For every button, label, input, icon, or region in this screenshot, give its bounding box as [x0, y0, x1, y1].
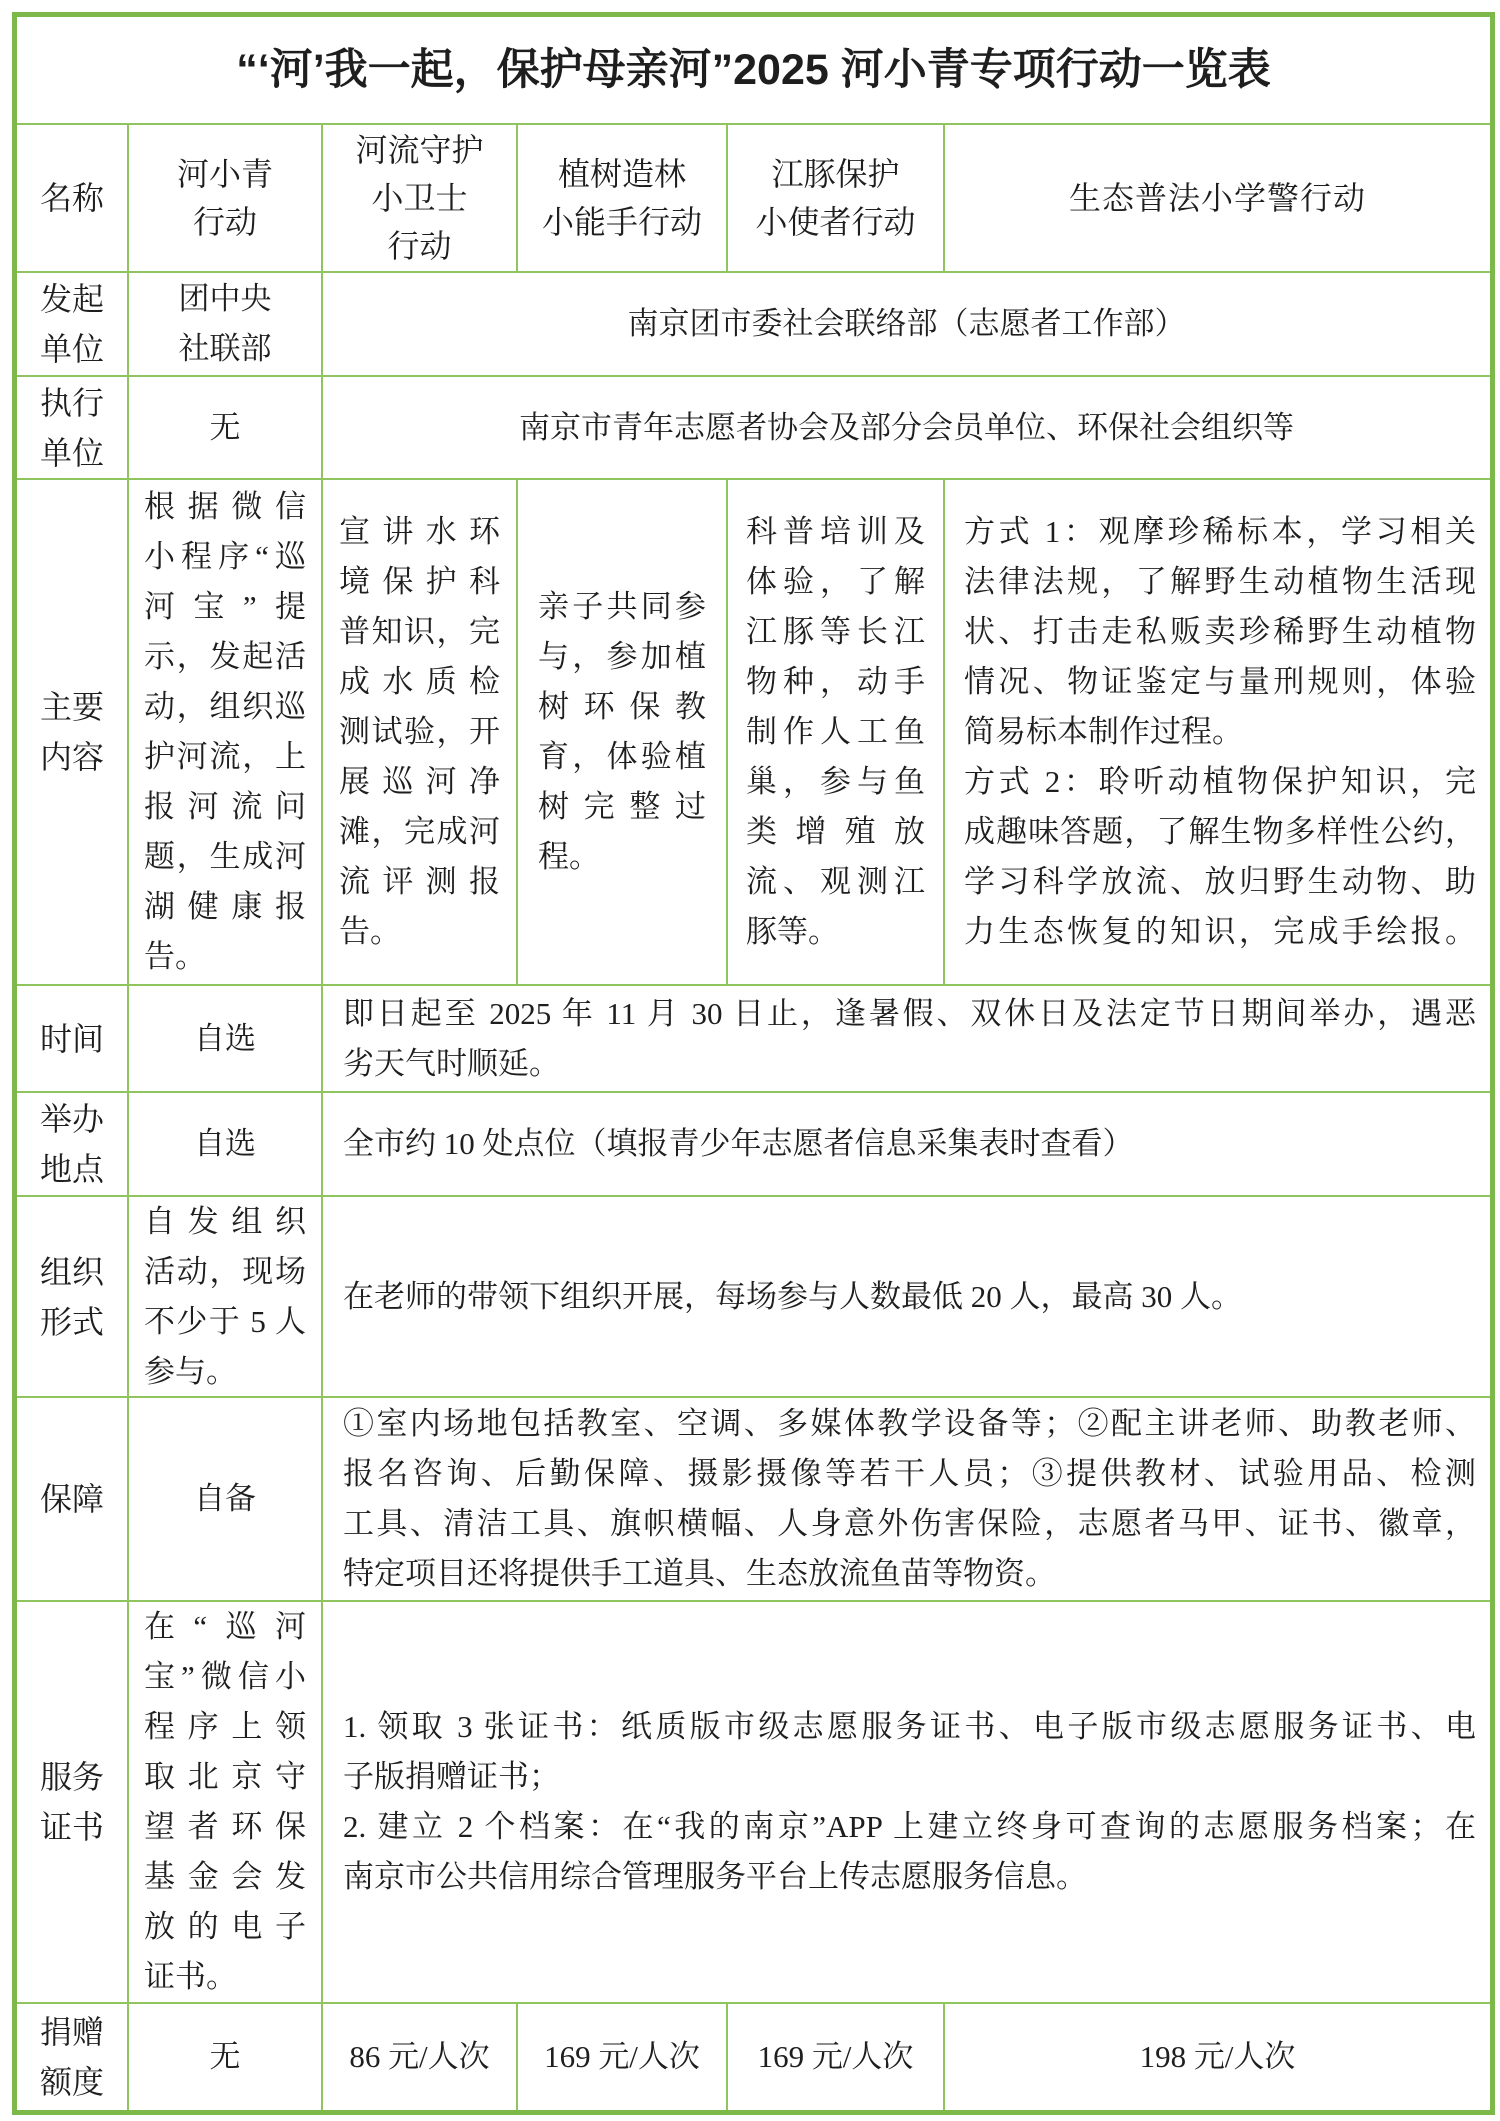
- support-river-youth: 自备: [129, 1398, 323, 1602]
- text-paragraph: [339, 507, 500, 957]
- text-line: 社联部: [178, 331, 272, 366]
- header-tree-planting-text: [542, 150, 702, 246]
- text-line: 题，生成河: [144, 839, 306, 874]
- initiator-label: [17, 273, 129, 377]
- text-line: 单位: [39, 331, 104, 367]
- text-line: 河流守护: [355, 132, 484, 168]
- text-line: 流评测报: [339, 864, 500, 899]
- text-line: 单位: [39, 434, 104, 471]
- time-river-youth: 自选: [129, 986, 323, 1093]
- initiator-label-text: [40, 274, 104, 374]
- text-paragraph: [542, 150, 702, 246]
- format-river-youth: [129, 1197, 323, 1398]
- text-line: 植树造林: [557, 156, 686, 192]
- content-river-guard: [323, 480, 518, 986]
- text-line: 子版捐赠证书；: [343, 1759, 560, 1794]
- executor-river-youth: 无: [129, 377, 323, 480]
- text-line: 护河流，上: [144, 739, 306, 774]
- text-line: 成水质检: [339, 664, 500, 699]
- header-river-youth-text: [177, 150, 273, 246]
- text-line: 服务: [39, 1759, 104, 1795]
- content-eco-law: [945, 480, 1490, 986]
- initiator-river-youth-text: [179, 274, 272, 374]
- text-line: 告。: [339, 914, 401, 949]
- certificate-river-youth: [129, 1602, 323, 2004]
- text-line: 参与。: [144, 1353, 237, 1389]
- text-line: 特定项目还将提供手工道具、生态放流鱼苗等物资。: [343, 1556, 1056, 1591]
- donation-porpoise: 169 元/人次: [728, 2004, 945, 2110]
- text-line: 小卫士: [371, 180, 468, 216]
- header-porpoise-text: [755, 150, 915, 246]
- text-line: 小使者行动: [755, 204, 916, 240]
- text-line: 树完整过: [538, 789, 706, 824]
- text-line: 额度: [39, 2064, 104, 2100]
- text-line: 法律法规，了解野生动植物生活现: [964, 564, 1476, 599]
- text-line: 小程序“巡: [144, 539, 306, 574]
- text-line: 方式 1：观摩珍稀标本，学习相关: [964, 514, 1476, 549]
- text-line: 科普培训及: [746, 514, 925, 549]
- text-paragraph: [538, 582, 706, 882]
- text-line: 举办: [39, 1101, 104, 1137]
- header-tree-planting-action: [518, 125, 728, 273]
- text-paragraph: [755, 150, 915, 246]
- text-line: 简易标本制作过程。: [964, 714, 1243, 749]
- text-paragraph: [40, 682, 104, 782]
- venue-river-youth: 自选: [129, 1093, 323, 1197]
- text-line: 流、观测江: [746, 864, 925, 899]
- text-line: 程序上领: [144, 1709, 306, 1744]
- support-others-text: [343, 1399, 1476, 1599]
- text-line: 江豚等长江: [746, 614, 925, 649]
- donation-tree-planting: 169 元/人次: [518, 2004, 728, 2110]
- text-line: 即日起至 2025 年 11 月 30 日止，逢暑假、双休日及法定节日期间举办，遇恶: [343, 995, 1476, 1031]
- text-line: 放的电子: [144, 1909, 306, 1944]
- text-paragraph: [144, 482, 306, 982]
- text-line: 取北京守: [144, 1759, 306, 1794]
- text-line: 活动，现场: [144, 1253, 306, 1289]
- content-porpoise: [728, 480, 945, 986]
- text-line: 豚等。: [746, 914, 839, 949]
- text-line: 树环保教: [538, 689, 706, 724]
- format-river-youth-text: [144, 1197, 306, 1397]
- header-river-guard-text: [355, 126, 483, 270]
- text-line: 团中央: [178, 281, 272, 316]
- donation-river-youth: 无: [129, 2004, 323, 2110]
- text-paragraph: [40, 1247, 104, 1347]
- table-title: “‘河’我一起，保护母亲河”2025 河小青专项行动一览表: [17, 17, 1490, 125]
- text-line: 执行: [39, 384, 104, 421]
- header-eco-law-action: 生态普法小学警行动: [945, 125, 1490, 273]
- text-line: 小能手行动: [541, 204, 702, 240]
- header-porpoise-action: [728, 125, 945, 273]
- text-line: 报名咨询、后勤保障、摄影摄像等若干人员；③提供教材、试验用品、检测: [343, 1456, 1476, 1491]
- text-line: 力生态恢复的知识，完成手绘报。: [964, 914, 1476, 949]
- text-line: 望者环保: [144, 1809, 306, 1844]
- text-line: 类增殖放: [746, 814, 925, 849]
- time-others: [323, 986, 1490, 1093]
- text-line: 示，发起活: [144, 639, 306, 674]
- text-line: 劣天气时顺延。: [343, 1045, 560, 1081]
- content-porpoise-text: [746, 507, 925, 957]
- venue-label-text: [40, 1094, 104, 1194]
- header-river-youth-action: [129, 125, 323, 273]
- text-line: 自发组织: [144, 1203, 306, 1239]
- text-paragraph: [40, 1094, 104, 1194]
- time-others-text: [343, 989, 1476, 1089]
- content-label-text: [40, 682, 104, 782]
- action-overview-table: [12, 12, 1495, 2115]
- text-line: 内容: [39, 739, 104, 775]
- certificate-river-youth-text: [144, 1602, 306, 2002]
- text-line: 根据微信: [144, 489, 306, 524]
- text-line: 方式 2：聆听动植物保护知识，完: [964, 764, 1476, 799]
- executor-others: 南京市青年志愿者协会及部分会员单位、环保社会组织等: [323, 377, 1490, 480]
- text-line: 捐赠: [39, 2014, 104, 2050]
- certificate-label: [17, 1602, 129, 2004]
- text-paragraph: [144, 1602, 306, 2002]
- support-label: 保障: [17, 1398, 129, 1602]
- header-name-label: 名称: [17, 125, 129, 273]
- venue-label: [17, 1093, 129, 1197]
- text-line: 普知识，完: [339, 614, 500, 649]
- donation-eco-law: 198 元/人次: [1139, 2039, 1296, 2074]
- text-line: 巢，参与鱼: [746, 764, 925, 799]
- time-label: 时间: [17, 986, 129, 1093]
- text-line: 亲子共同参: [538, 589, 706, 624]
- text-paragraph: [40, 2007, 104, 2107]
- content-tree-planting: [518, 480, 728, 986]
- text-paragraph: [964, 507, 1476, 757]
- text-line: 证书: [39, 1809, 104, 1845]
- text-line: 组织: [39, 1253, 104, 1290]
- donation-label-text: [40, 2007, 104, 2107]
- text-line: 体验，了解: [746, 564, 925, 599]
- certificate-label-text: [40, 1752, 104, 1852]
- initiator-river-youth: [129, 273, 323, 377]
- text-line: 不少于 5 人: [144, 1303, 306, 1339]
- text-line: 行动: [192, 204, 257, 240]
- text-line: 1. 领取 3 张证书：纸质版市级志愿服务证书、电子版市级志愿服务证书、电: [343, 1709, 1476, 1744]
- text-line: 在“巡河: [144, 1609, 306, 1644]
- content-river-guard-text: [339, 507, 500, 957]
- text-line: 程。: [538, 839, 600, 874]
- text-line: 境保护科: [339, 564, 500, 599]
- text-line: 宣讲水环: [339, 514, 500, 549]
- text-paragraph: [144, 1197, 306, 1397]
- text-line: 南京市公共信用综合管理服务平台上传志愿服务信息。: [343, 1859, 1087, 1894]
- initiator-others: 南京团市委社会联络部（志愿者工作部）: [323, 273, 1490, 377]
- text-line: 制作人工鱼: [746, 714, 925, 749]
- text-line: 2. 建立 2 个档案：在“我的南京”APP 上建立终身可查询的志愿服务档案；在: [343, 1809, 1476, 1844]
- content-river-youth-text: [144, 482, 306, 982]
- venue-others: 全市约 10 处点位（填报青少年志愿者信息采集表时查看）: [323, 1093, 1490, 1197]
- text-line: 湖健康报: [144, 889, 306, 924]
- text-line: 物种，动手: [746, 664, 925, 699]
- content-tree-planting-text: [538, 582, 706, 882]
- text-line: 成趣味答题，了解生物多样性公约，: [964, 814, 1476, 849]
- text-line: 行动: [387, 228, 452, 264]
- text-line: 宝”微信小: [144, 1659, 306, 1694]
- text-paragraph: [355, 126, 483, 270]
- text-line: 情况、物证鉴定与量刑规则，体验: [964, 664, 1476, 699]
- text-line: 基金会发: [144, 1859, 306, 1894]
- content-eco-law-text: [964, 507, 1476, 957]
- text-line: 发起: [39, 281, 104, 317]
- text-paragraph: [40, 1752, 104, 1852]
- text-line: 测试验，开: [339, 714, 500, 749]
- text-line: 工具、清洁工具、旗帜横幅、人身意外伤害保险，志愿者马甲、证书、徽章，: [343, 1506, 1476, 1541]
- content-river-youth: [129, 480, 323, 986]
- text-line: 状、打击走私贩卖珍稀野生动植物: [964, 614, 1476, 649]
- donation-label: [17, 2004, 129, 2110]
- format-label: [17, 1197, 129, 1398]
- text-paragraph: [40, 274, 104, 374]
- text-line: 报河流问: [144, 789, 306, 824]
- text-line: 河宝”提: [144, 589, 306, 624]
- text-line: 证书。: [144, 1959, 237, 1994]
- text-paragraph: [343, 1702, 1476, 1802]
- text-line: 与，参加植: [538, 639, 706, 674]
- text-line: ①室内场地包括教室、空调、多媒体教学设备等；②配主讲老师、助教老师、: [343, 1406, 1476, 1441]
- text-line: 滩，完成河: [339, 814, 500, 849]
- text-line: 学习科学放流、放归野生动物、助: [964, 864, 1476, 899]
- text-line: 展巡河净: [339, 764, 500, 799]
- text-line: 江豚保护: [771, 156, 900, 192]
- support-others: [323, 1398, 1490, 1602]
- text-paragraph: [343, 989, 1476, 1089]
- text-line: 形式: [39, 1303, 104, 1340]
- text-line: 动，组织巡: [144, 689, 306, 724]
- content-label: [17, 480, 129, 986]
- text-line: 地点: [39, 1151, 104, 1187]
- header-river-guard-action: [323, 125, 518, 273]
- donation-river-guard: 86 元/人次: [323, 2004, 518, 2110]
- format-others: 在老师的带领下组织开展，每场参与人数最低 20 人，最高 30 人。: [323, 1197, 1490, 1398]
- text-line: 主要: [39, 689, 104, 725]
- executor-label: [17, 377, 129, 480]
- text-paragraph: [177, 150, 273, 246]
- certificate-others: [323, 1602, 1490, 2004]
- text-line: 河小青: [176, 156, 273, 192]
- text-paragraph: [343, 1399, 1476, 1599]
- format-label-text: [40, 1247, 104, 1347]
- text-paragraph: [964, 757, 1476, 957]
- certificate-others-text: [343, 1702, 1476, 1902]
- text-line: 育，体验植: [538, 739, 706, 774]
- executor-label-text: [40, 378, 104, 478]
- text-paragraph: [746, 507, 925, 957]
- text-paragraph: [40, 378, 104, 478]
- text-line: 告。: [144, 939, 206, 974]
- text-paragraph: [343, 1802, 1476, 1902]
- text-paragraph: [179, 274, 272, 374]
